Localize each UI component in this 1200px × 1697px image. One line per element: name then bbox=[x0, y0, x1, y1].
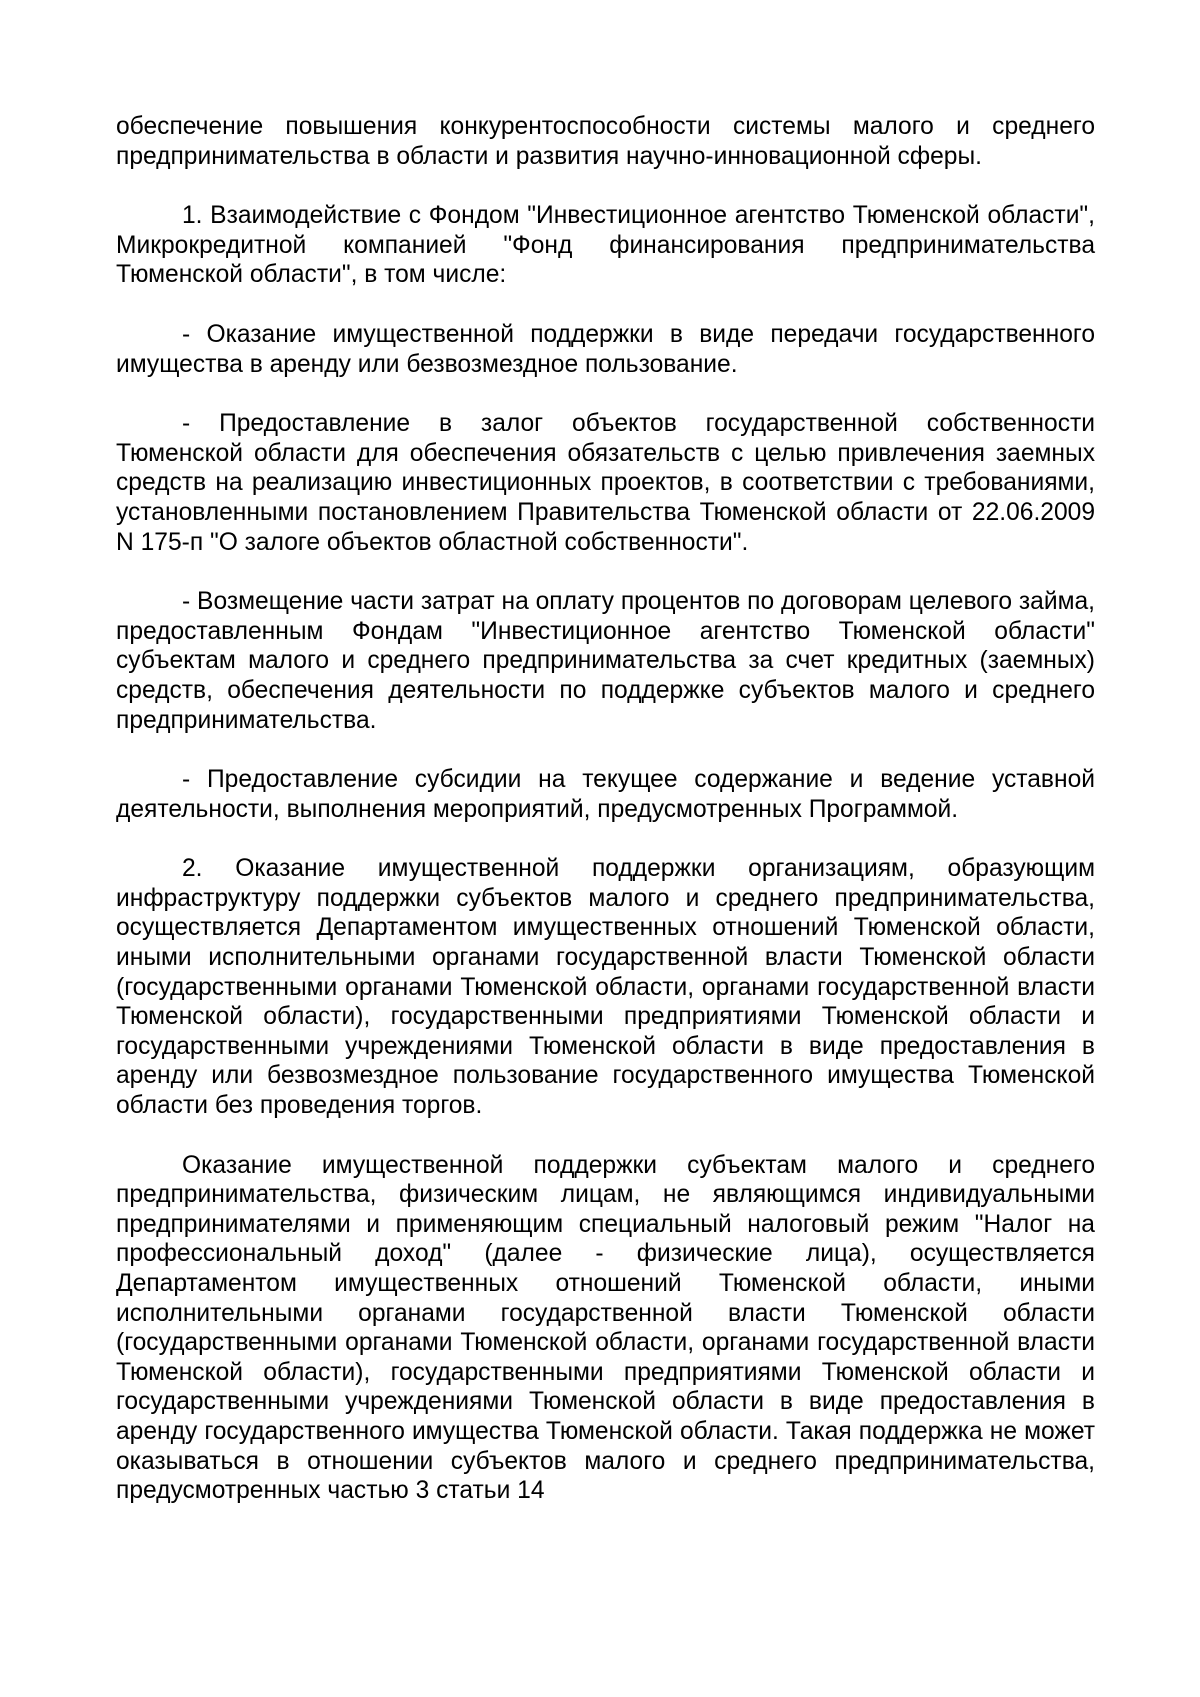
paragraph-pledge: - Предоставление в залог объектов государственной собственности Тюменской области для обеспечения обязательств с целью привлечения заемных средств на реализацию инвестиционных проектов, в соответствии с требованиями, установленными постановлением Правительства Тюменской области от 22.06.2009 N 175-п "О залоге объектов областной собственности". bbox=[116, 410, 1095, 556]
paragraph-property-support: - Оказание имущественной поддержки в виде передачи государственного имущества в аренду или безвозмездное пользование. bbox=[116, 320, 1095, 378]
paragraph-interest-compensation: - Возмещение части затрат на оплату процентов по договорам целевого займа, предоставленным Фондам "Инвестиционное агентство Тюменской области" субъектам малого и среднего предпринимательства за счет кредитных (заемных) средств, обеспечения деятельности по поддержке субъектов малого и среднего предпринимательства. bbox=[116, 588, 1095, 734]
paragraph-property-support-individuals: Оказание имущественной поддержки субъектам малого и среднего предпринимательства, физическим лицам, не являющимся индивидуальными предпринимателями и применяющим специальный налоговый режим "Налог на профессиональный доход" (далее - физические лица), осуществляется Департаментом имущественных отношений Тюменской области, иными исполнительными органами государственной власти Тюменской области (государственными органами Тюменской области, органами государственной власти Тюменской области), государственными предприятиями Тюменской области и государственными учреждениями Тюменской области в виде предоставления в аренду государственного имущества Тюменской области. Такая поддержка не может оказываться в отношении субъектов малого и среднего предпринимательства, предусмотренных частью 3 статьи 14 bbox=[116, 1151, 1095, 1505]
paragraph-item-2: 2. Оказание имущественной поддержки организациям, образующим инфраструктуру поддержки субъектов малого и среднего предпринимательства, осуществляется Департаментом имущественных отношений Тюменской области, иными исполнительными органами государственной власти Тюменской области (государственными органами Тюменской области, органами государственной власти Тюменской области), государственными предприятиями Тюменской области и государственными учреждениями Тюменской области в виде предоставления в аренду или безвозмездное пользование государственного имущества Тюменской области без проведения торгов. bbox=[116, 855, 1095, 1120]
paragraph-item-1: 1. Взаимодействие с Фондом "Инвестиционное агентство Тюменской области", Микрокредитной компанией "Фонд финансирования предпринимательства Тюменской области", в том числе: bbox=[116, 202, 1095, 289]
paragraph-subsidy: - Предоставление субсидии на текущее содержание и ведение уставной деятельности, выполнения мероприятий, предусмотренных Программой. bbox=[116, 766, 1095, 823]
document-page bbox=[116, 112, 1095, 1506]
paragraph-intro: обеспечение повышения конкурентоспособности системы малого и среднего предпринимательства в области и развития научно-инновационной сферы. bbox=[116, 113, 1095, 170]
